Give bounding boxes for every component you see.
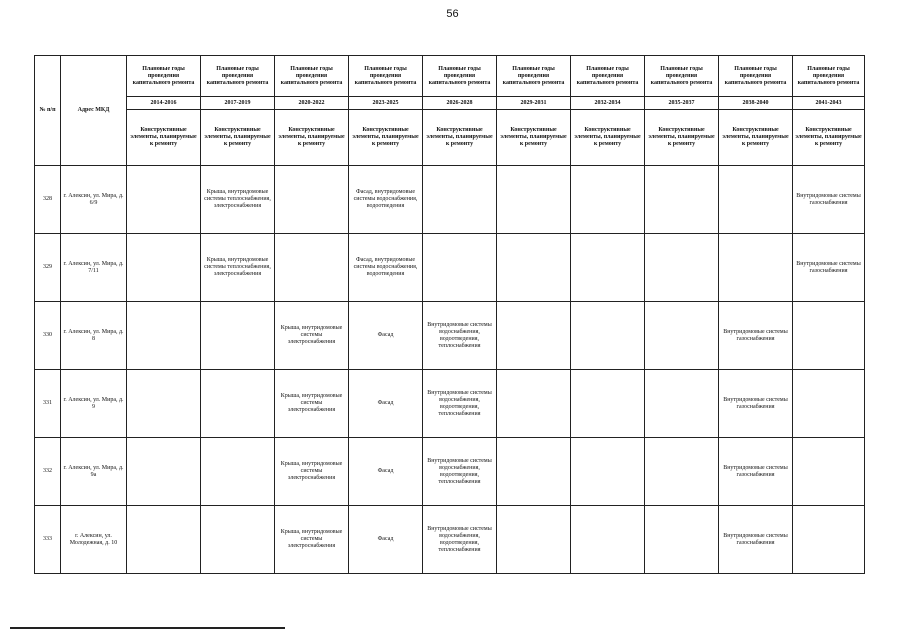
table-cell — [497, 438, 571, 506]
row-number: 329 — [35, 234, 61, 302]
table-row — [35, 370, 865, 438]
elements-header: Конструктивные элементы, планируемые к ремонту — [349, 110, 423, 166]
period-header: 2041-2043 — [793, 97, 865, 110]
table-cell — [571, 438, 645, 506]
table-cell: Фасад, внутридомовые системы водоснабжения, водоотведения — [349, 166, 423, 234]
table-cell: Фасад — [349, 506, 423, 574]
row-number: 330 — [35, 302, 61, 370]
elements-header: Конструктивные элементы, планируемые к ремонту — [497, 110, 571, 166]
elements-header: Конструктивные элементы, планируемые к ремонту — [571, 110, 645, 166]
table-cell — [497, 234, 571, 302]
plan-years-header: Плановые годы проведения капитального ремонта — [645, 56, 719, 97]
elements-header: Конструктивные элементы, планируемые к ремонту — [719, 110, 793, 166]
table-cell — [201, 302, 275, 370]
table-cell: Внутридомовые системы газоснабжения — [793, 166, 865, 234]
table-cell — [423, 166, 497, 234]
period-header: 2032-2034 — [571, 97, 645, 110]
plan-years-header: Плановые годы проведения капитального ремонта — [793, 56, 865, 97]
header-row-elements — [35, 110, 865, 166]
table-row — [35, 166, 865, 234]
capital-repair-table — [34, 55, 865, 574]
table-row — [35, 506, 865, 574]
table-cell — [571, 370, 645, 438]
table-cell — [127, 234, 201, 302]
table-cell: Внутридомовые системы газоснабжения — [719, 506, 793, 574]
table-cell: Фасад, внутридомовые системы водоснабжения, водоотведения — [349, 234, 423, 302]
period-header: 2017-2019 — [201, 97, 275, 110]
table-cell — [793, 370, 865, 438]
table-cell — [645, 370, 719, 438]
table-cell — [497, 506, 571, 574]
table-cell: Внутридомовые системы газоснабжения — [719, 370, 793, 438]
period-header: 2026-2028 — [423, 97, 497, 110]
table-cell — [719, 166, 793, 234]
period-header: 2014-2016 — [127, 97, 201, 110]
table-cell — [497, 166, 571, 234]
period-header: 2038-2040 — [719, 97, 793, 110]
table-cell — [127, 438, 201, 506]
row-number: 332 — [35, 438, 61, 506]
table-cell — [201, 438, 275, 506]
elements-header: Конструктивные элементы, планируемые к ремонту — [793, 110, 865, 166]
plan-years-header: Плановые годы проведения капитального ремонта — [127, 56, 201, 97]
table-cell — [497, 302, 571, 370]
footnote-rule — [10, 627, 285, 629]
table-cell — [201, 506, 275, 574]
table-cell: Внутридомовые системы газоснабжения — [719, 438, 793, 506]
plan-years-header: Плановые годы проведения капитального ремонта — [349, 56, 423, 97]
elements-header: Конструктивные элементы, планируемые к ремонту — [127, 110, 201, 166]
table-cell: Фасад — [349, 370, 423, 438]
table-cell: Крыша, внутридомовые системы электроснабжения — [275, 370, 349, 438]
table-cell: Внутридомовые системы газоснабжения — [719, 302, 793, 370]
table-row — [35, 302, 865, 370]
row-number: 331 — [35, 370, 61, 438]
table-cell — [645, 302, 719, 370]
table-cell — [645, 438, 719, 506]
row-number: 328 — [35, 166, 61, 234]
row-address: г. Алексин, ул. Молодежная, д. 10 — [61, 506, 127, 574]
plan-years-header: Плановые годы проведения капитального ремонта — [571, 56, 645, 97]
table-cell: Крыша, внутридомовые системы теплоснабжения, электроснабжения — [201, 166, 275, 234]
table-cell — [793, 302, 865, 370]
table-cell — [127, 370, 201, 438]
table-cell — [719, 234, 793, 302]
table-cell — [645, 506, 719, 574]
elements-header: Конструктивные элементы, планируемые к ремонту — [645, 110, 719, 166]
period-header: 2035-2037 — [645, 97, 719, 110]
table-cell — [127, 166, 201, 234]
table-cell — [571, 166, 645, 234]
table-cell — [571, 234, 645, 302]
table-cell — [127, 302, 201, 370]
period-header: 2029-2031 — [497, 97, 571, 110]
row-address: г. Алексин, ул. Мира, д. 9 — [61, 370, 127, 438]
table-cell — [275, 234, 349, 302]
page-number: 56 — [446, 8, 459, 20]
table-cell — [645, 166, 719, 234]
col-number-header: № п/п — [35, 56, 61, 166]
table-cell: Крыша, внутридомовые системы электроснабжения — [275, 438, 349, 506]
elements-header: Конструктивные элементы, планируемые к ремонту — [201, 110, 275, 166]
table-row — [35, 438, 865, 506]
table-cell: Крыша, внутридомовые системы электроснабжения — [275, 506, 349, 574]
period-header: 2023-2025 — [349, 97, 423, 110]
plan-years-header: Плановые годы проведения капитального ремонта — [719, 56, 793, 97]
table-cell — [571, 506, 645, 574]
table-cell — [793, 438, 865, 506]
table-cell — [275, 166, 349, 234]
header-row-plan — [35, 56, 865, 97]
row-address: г. Алексин, ул. Мира, д. 6/9 — [61, 166, 127, 234]
table-cell — [423, 234, 497, 302]
header-row-periods — [35, 97, 865, 110]
table-cell: Крыша, внутридомовые системы электроснабжения — [275, 302, 349, 370]
table-cell — [201, 370, 275, 438]
table-cell: Фасад — [349, 438, 423, 506]
plan-years-header: Плановые годы проведения капитального ремонта — [201, 56, 275, 97]
table-cell: Фасад — [349, 302, 423, 370]
table-cell: Крыша, внутридомовые системы теплоснабжения, электроснабжения — [201, 234, 275, 302]
table-cell: Внутридомовые системы газоснабжения — [793, 234, 865, 302]
table-cell — [793, 506, 865, 574]
row-address: г. Алексин, ул. Мира, д. 9а — [61, 438, 127, 506]
row-address: г. Алексин, ул. Мира, д. 8 — [61, 302, 127, 370]
table-cell — [497, 370, 571, 438]
plan-years-header: Плановые годы проведения капитального ремонта — [497, 56, 571, 97]
table-row — [35, 234, 865, 302]
col-address-header: Адрес МКД — [61, 56, 127, 166]
elements-header: Конструктивные элементы, планируемые к ремонту — [423, 110, 497, 166]
row-address: г. Алексин, ул. Мира, д. 7/11 — [61, 234, 127, 302]
row-number: 333 — [35, 506, 61, 574]
table-cell: Внутридомовые системы водоснабжения, водоотведения, теплоснабжения — [423, 370, 497, 438]
table-cell: Внутридомовые системы водоснабжения, водоотведения, теплоснабжения — [423, 438, 497, 506]
table-cell: Внутридомовые системы водоснабжения, водоотведения, теплоснабжения — [423, 302, 497, 370]
plan-years-header: Плановые годы проведения капитального ремонта — [423, 56, 497, 97]
elements-header: Конструктивные элементы, планируемые к ремонту — [275, 110, 349, 166]
period-header: 2020-2022 — [275, 97, 349, 110]
table-cell — [571, 302, 645, 370]
table-cell — [127, 506, 201, 574]
table-cell: Внутридомовые системы водоснабжения, водоотведения, теплоснабжения — [423, 506, 497, 574]
plan-years-header: Плановые годы проведения капитального ремонта — [275, 56, 349, 97]
table-cell — [645, 234, 719, 302]
